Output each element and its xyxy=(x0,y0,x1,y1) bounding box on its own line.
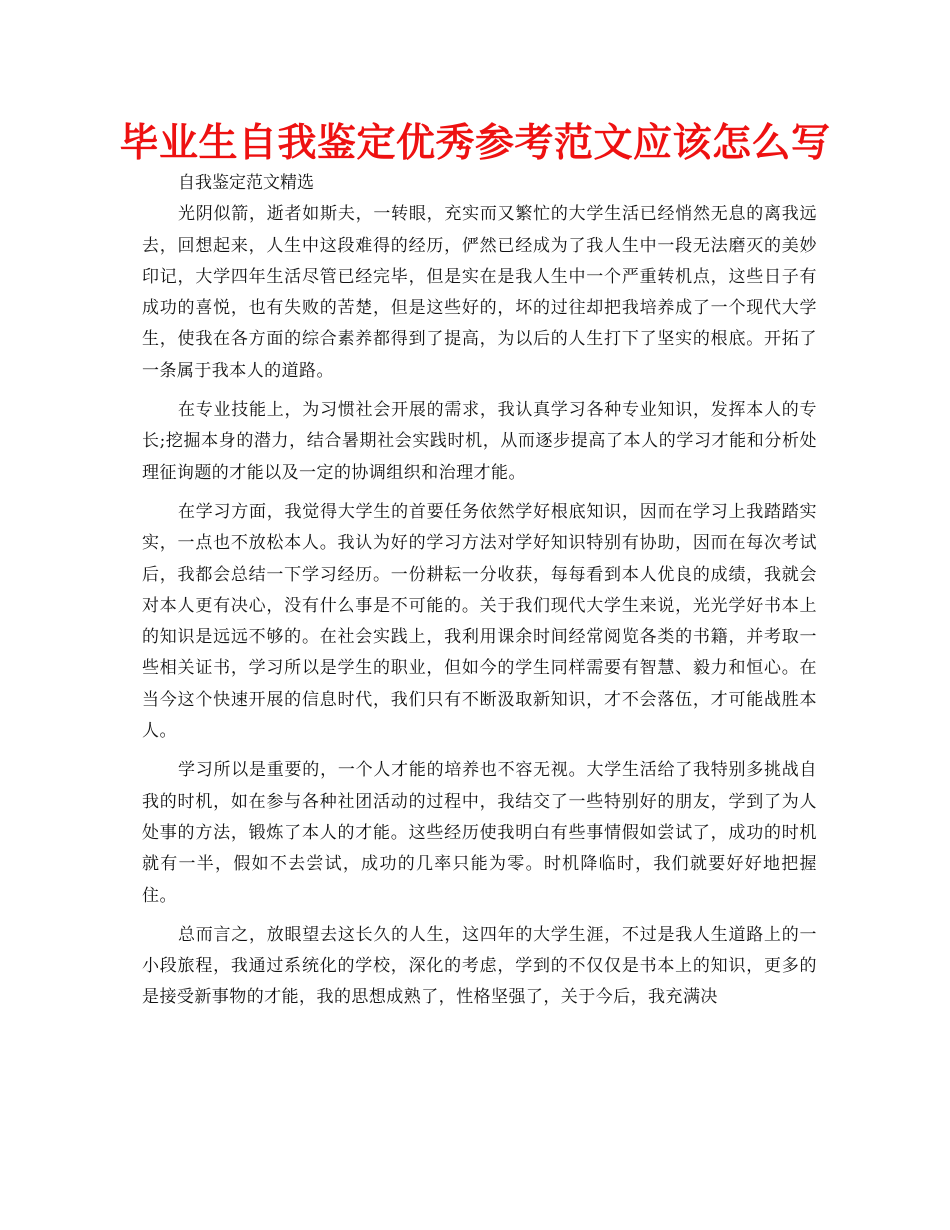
document-title: 毕业生自我鉴定优秀参考范文应该怎么写 xyxy=(119,121,831,166)
document-subtitle: 自我鉴定范文精选 xyxy=(178,173,314,193)
paragraph-1: 光阴似箭，逝者如斯夫，一转眼，充实而又繁忙的大学生活已经悄然无息的离我远去，回想起来，人生中这段难得的经历，俨然已经成为了我人生中一段无法磨灭的美妙印记，大学四年生活尽管已经完毕，但是实在是我人生中一个严重转机点，这些日子有成功的喜悦，也有失败的苦楚，但是这些好的，坏的过往却把我培养成了一个现代大学生，使我在各方面的综合素养都得到了提高，为以后的人生打下了坚实的根底。开拓了一条属于我本人的道路。 xyxy=(142,204,817,381)
paragraph-2: 在专业技能上，为习惯社会开展的需求，我认真学习各种专业知识，发挥本人的专长;挖掘本身的潜力，结合暑期社会实践时机，从而逐步提高了本人的学习才能和分析处理征询题的才能以及一定的协调组织和治理才能。 xyxy=(142,400,817,483)
paragraph-5: 总而言之，放眼望去这长久的人生，这四年的大学生涯，不过是我人生道路上的一小段旅程，我通过系统化的学校，深化的考虑，学到的不仅仅是书本上的知识，更多的是接受新事物的才能，我的思想成熟了，性格坚强了，关于今后，我充满决 xyxy=(142,924,817,1008)
document-body xyxy=(142,168,817,1022)
paragraph-4: 学习所以是重要的，一个人才能的培养也不容无视。大学生活给了我特别多挑战自我的时机，如在参与各种社团活动的过程中，我结交了一些特别好的朋友，学到了为人处事的方法，锻炼了本人的才能。这些经历使我明白有些事情假如尝试了，成功的时机就有一半，假如不去尝试，成功的几率只能为零。时机降临时，我们就要好好地把握住。 xyxy=(142,760,817,906)
paragraph-3: 在学习方面，我觉得大学生的首要任务依然学好根底知识，因而在学习上我踏踏实实，一点也不放松本人。我认为好的学习方法对学好知识特别有协助，因而在每次考试后，我都会总结一下学习经历。一份耕耘一分收获，每每看到本人优良的成绩，我就会对本人更有决心，没有什么事是不可能的。关于我们现代大学生来说，光光学好书本上的知识是远远不够的。在社会实践上，我利用课余时间经常阅览各类的书籍，并考取一些相关证书，学习所以是学生的职业，但如今的学生同样需要有智慧、毅力和恒心。在当今这个快速开展的信息时代，我们只有不断汲取新知识，才不会落伍，才可能战胜本人。 xyxy=(142,501,817,742)
